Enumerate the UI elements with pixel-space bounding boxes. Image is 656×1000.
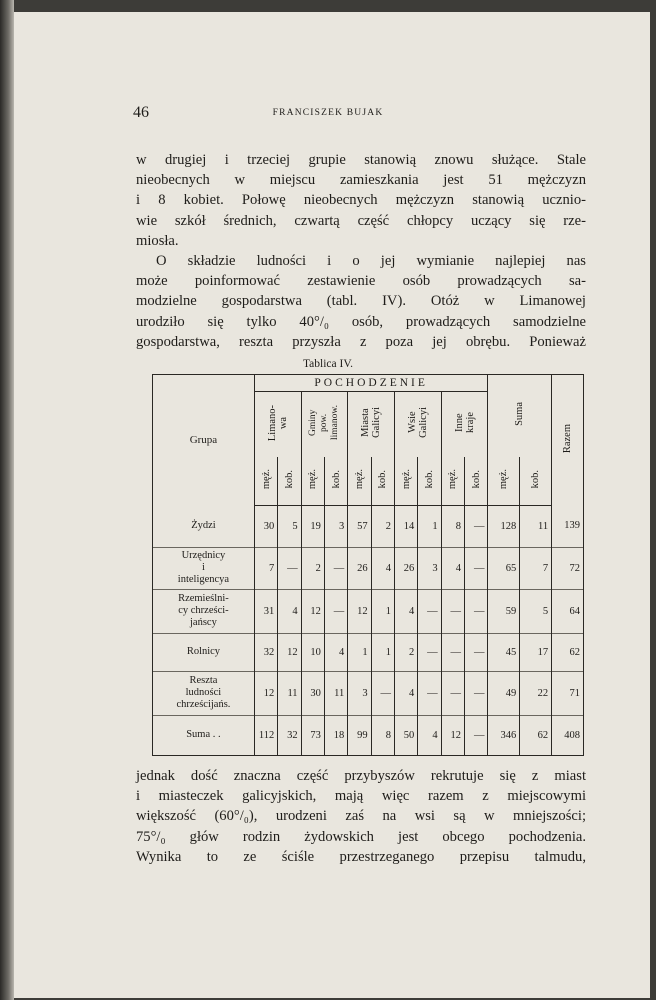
value-cell: 62 xyxy=(552,633,584,671)
value-cell: 8 xyxy=(371,715,394,755)
table-row xyxy=(153,715,584,755)
female-subheader xyxy=(324,457,347,505)
value-cell: 32 xyxy=(254,633,277,671)
sex-label: kob. xyxy=(377,469,389,489)
value-cell: — xyxy=(464,547,487,589)
male-subheader xyxy=(348,457,371,505)
origin-header-miasta xyxy=(348,391,395,456)
value-cell: — xyxy=(464,715,487,755)
table-row xyxy=(153,547,584,589)
value-cell: — xyxy=(464,589,487,633)
paragraph-3 xyxy=(136,766,586,867)
sex-label: męż. xyxy=(498,468,510,490)
value-cell: 12 xyxy=(301,589,324,633)
value-cell: 4 xyxy=(324,633,347,671)
value-cell: 11 xyxy=(278,671,301,715)
value-cell: — xyxy=(371,671,394,715)
value-cell: 12 xyxy=(254,671,277,715)
group-header: Grupa xyxy=(153,375,255,506)
sex-label: męż. xyxy=(260,468,272,490)
origin-header-gminy xyxy=(301,391,348,456)
table-row xyxy=(153,671,584,715)
value-cell: 4 xyxy=(394,589,417,633)
value-cell: 64 xyxy=(552,589,584,633)
text-line: Wynika to ze ściśle przestrzeganego przepisu talmudu, xyxy=(136,848,586,865)
value-cell: 30 xyxy=(254,505,277,547)
value-cell: 1 xyxy=(418,505,441,547)
male-subheader xyxy=(441,457,464,505)
origin-table xyxy=(152,374,584,756)
value-cell: 408 xyxy=(552,715,584,755)
value-cell: — xyxy=(464,671,487,715)
value-cell: — xyxy=(418,671,441,715)
value-cell: 2 xyxy=(301,547,324,589)
value-cell: — xyxy=(441,671,464,715)
text-line: i miasteczek galicyjskich, mają więc razem z miejscowymi xyxy=(136,788,586,805)
sex-label: kob. xyxy=(530,469,542,489)
value-cell: — xyxy=(278,547,301,589)
origin-header-inne xyxy=(441,391,488,456)
table-row xyxy=(153,505,584,547)
value-cell: — xyxy=(441,633,464,671)
sex-label: męż. xyxy=(307,468,319,490)
value-cell: — xyxy=(418,633,441,671)
origin-header-limanowa xyxy=(254,391,301,456)
book-spine-shadow xyxy=(0,0,14,1000)
group-cell: Urzędnicy i inteligencya xyxy=(153,547,255,589)
value-cell: 2 xyxy=(394,633,417,671)
value-cell: 12 xyxy=(278,633,301,671)
value-cell: 128 xyxy=(488,505,520,547)
value-cell: 4 xyxy=(441,547,464,589)
group-cell: Rzemieślni- cy chrześci- jańscy xyxy=(153,589,255,633)
value-cell: 65 xyxy=(488,547,520,589)
value-cell: 12 xyxy=(348,589,371,633)
value-cell: 17 xyxy=(520,633,552,671)
sum-header: Suma xyxy=(514,402,526,427)
origin-label: Inne kraje xyxy=(453,412,476,434)
value-cell: 4 xyxy=(418,715,441,755)
value-cell: 71 xyxy=(552,671,584,715)
sex-label: kob. xyxy=(330,469,342,489)
value-cell: 11 xyxy=(520,505,552,547)
female-subheader xyxy=(418,457,441,505)
value-cell: 1 xyxy=(371,589,394,633)
sex-label: męż. xyxy=(400,468,412,490)
value-cell: — xyxy=(464,505,487,547)
paragraph-2 xyxy=(136,251,586,352)
value-cell: 50 xyxy=(394,715,417,755)
paragraph-1 xyxy=(136,150,586,251)
value-cell: 3 xyxy=(348,671,371,715)
value-cell: 11 xyxy=(324,671,347,715)
male-subheader xyxy=(254,457,277,505)
text-line: nieobecnych w miejscu zamieszkania jest 51 mężczyzn xyxy=(136,172,586,189)
text-line: O składzie ludności i o jej wymianie najlepiej nas xyxy=(156,253,586,270)
origin-span-header: POCHODZENIE xyxy=(254,375,488,392)
text-line: większość (60°/₀), urodzeni zaś na wsi są w mniejszości; xyxy=(136,808,586,825)
text-line: gospodarstwa, reszta przyszła z poza jej obrębu. Ponieważ xyxy=(136,333,586,350)
value-cell: — xyxy=(464,633,487,671)
value-cell: — xyxy=(324,547,347,589)
value-cell: — xyxy=(441,589,464,633)
male-subheader xyxy=(301,457,324,505)
text-line: może poinformować zestawienie osób prowadzących sa- xyxy=(136,273,586,290)
text-line: wie szkół średnich, czwartą część chłopcy uczący się rze- xyxy=(136,212,586,229)
value-cell: 49 xyxy=(488,671,520,715)
value-cell: 4 xyxy=(371,547,394,589)
origin-label: Limano- wa xyxy=(266,404,289,441)
value-cell: 3 xyxy=(418,547,441,589)
table-row xyxy=(153,589,584,633)
origin-label: Miasta Galicyi xyxy=(360,407,383,439)
value-cell: 1 xyxy=(348,633,371,671)
value-cell: 22 xyxy=(520,671,552,715)
value-cell: 5 xyxy=(520,589,552,633)
female-subheader xyxy=(520,457,552,505)
value-cell: 19 xyxy=(301,505,324,547)
group-cell: Reszta ludności chrześcijańs. xyxy=(153,671,255,715)
value-cell: 59 xyxy=(488,589,520,633)
sex-label: kob. xyxy=(423,469,435,489)
upper-text xyxy=(136,150,586,352)
value-cell: 2 xyxy=(371,505,394,547)
female-subheader xyxy=(278,457,301,505)
value-cell: 3 xyxy=(324,505,347,547)
text-line: w drugiej i trzeciej grupie stanowią znowu służące. Stale xyxy=(136,152,586,168)
value-cell: 62 xyxy=(520,715,552,755)
value-cell: 1 xyxy=(371,633,394,671)
text-line: modzielne gospodarstwa (tabl. IV). Otóż w Limanowej xyxy=(136,293,586,310)
value-cell: 10 xyxy=(301,633,324,671)
value-cell: 4 xyxy=(278,589,301,633)
group-cell: Rolnicy xyxy=(153,633,255,671)
value-cell: 8 xyxy=(441,505,464,547)
value-cell: 4 xyxy=(394,671,417,715)
value-cell: 31 xyxy=(254,589,277,633)
value-cell: 26 xyxy=(394,547,417,589)
origin-label: Gminy pow. limanow. xyxy=(307,405,340,441)
origin-label: Wsie Galicyi xyxy=(406,407,429,439)
group-cell: Suma . . xyxy=(153,715,255,755)
value-cell: 26 xyxy=(348,547,371,589)
value-cell: — xyxy=(418,589,441,633)
table-iv xyxy=(152,374,584,756)
value-cell: 5 xyxy=(278,505,301,547)
lower-text xyxy=(136,766,586,867)
value-cell: 57 xyxy=(348,505,371,547)
table-row xyxy=(153,633,584,671)
value-cell: 7 xyxy=(254,547,277,589)
male-subheader xyxy=(394,457,417,505)
value-cell: 18 xyxy=(324,715,347,755)
origin-header-wsie xyxy=(394,391,441,456)
value-cell: 139 xyxy=(552,505,584,547)
value-cell: 73 xyxy=(301,715,324,755)
sum-header-cell xyxy=(488,375,552,457)
text-line: i 8 kobiet. Połowę nieobecnych mężczyzn stanowią ucznio- xyxy=(136,192,586,209)
page-number: 46 xyxy=(133,104,149,121)
table-caption: Tablica IV. xyxy=(302,358,354,370)
value-cell: 99 xyxy=(348,715,371,755)
running-title: FRANCISZEK BUJAK xyxy=(272,108,384,118)
value-cell: 346 xyxy=(488,715,520,755)
female-subheader xyxy=(464,457,487,505)
group-cell: Żydzi xyxy=(153,505,255,547)
sex-label: męż. xyxy=(447,468,459,490)
male-subheader xyxy=(488,457,520,505)
female-subheader xyxy=(371,457,394,505)
value-cell: 30 xyxy=(301,671,324,715)
text-line: 75°/₀ głów rodzin żydowskich jest obcego pochodzenia. xyxy=(136,828,586,845)
value-cell: 7 xyxy=(520,547,552,589)
total-header-cell xyxy=(552,375,584,506)
value-cell: 112 xyxy=(254,715,277,755)
total-header: Razem xyxy=(562,423,574,454)
value-cell: 12 xyxy=(441,715,464,755)
sex-label: kob. xyxy=(283,469,295,489)
running-head xyxy=(0,104,656,128)
value-cell: 32 xyxy=(278,715,301,755)
value-cell: 14 xyxy=(394,505,417,547)
sex-label: męż. xyxy=(353,468,365,490)
text-line: miosła. xyxy=(136,232,179,249)
text-line: urodziło się tylko 40°/₀ osób, prowadzących samodzielne xyxy=(136,313,586,330)
value-cell: 72 xyxy=(552,547,584,589)
sex-label: kob. xyxy=(470,469,482,489)
value-cell: 45 xyxy=(488,633,520,671)
value-cell: — xyxy=(324,589,347,633)
text-line: jednak dość znaczna część przybyszów rekrutuje się z miast xyxy=(136,768,586,784)
